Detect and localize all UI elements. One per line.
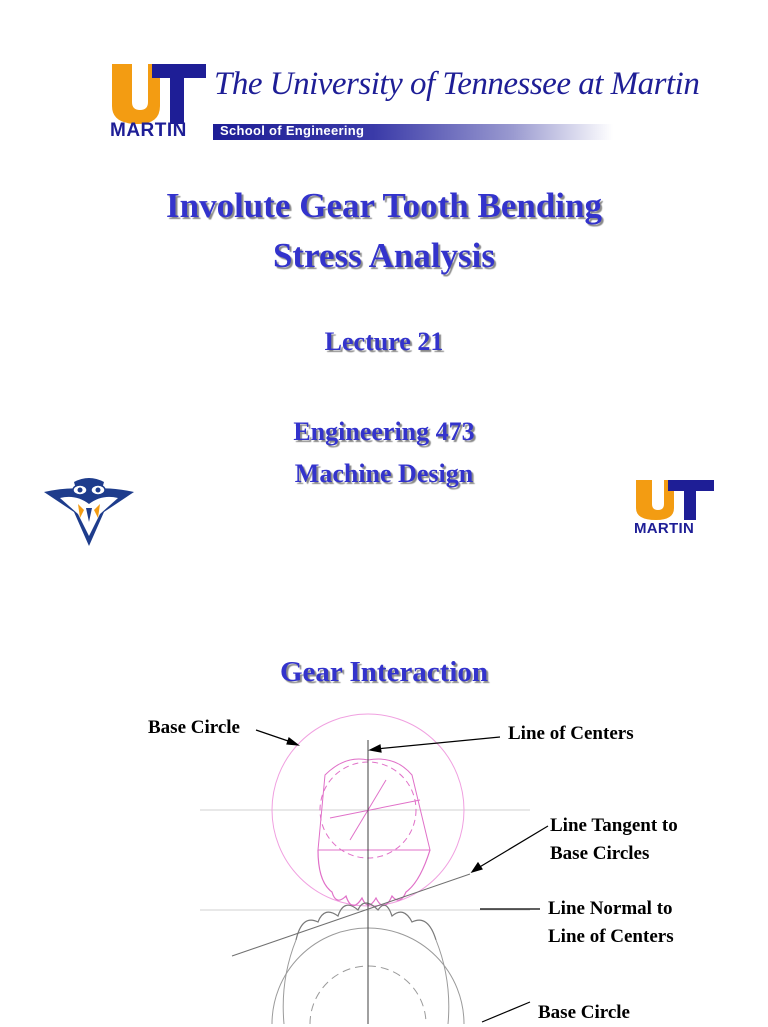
label-line-tangent-line2: Base Circles [550, 843, 650, 864]
lower-gear-teeth [296, 903, 436, 940]
school-banner [213, 124, 613, 140]
line-tangent-to-base-circles [232, 874, 470, 956]
university-header [110, 58, 700, 146]
label-base-circle-top: Base Circle [148, 717, 240, 738]
title-line-2: Stress Analysis [272, 236, 496, 275]
label-line-tangent-line1: Line Tangent to [550, 815, 678, 836]
course-name: Machine Design [294, 459, 474, 488]
arrow-line-of-centers [376, 737, 500, 749]
title-line-1: Involute Gear Tooth Bending [166, 186, 602, 225]
upper-gear-radius-line [330, 800, 420, 818]
label-base-circle-bottom: Base Circle [538, 1002, 630, 1023]
section-title: Gear Interaction [279, 656, 489, 688]
label-line-normal-line1: Line Normal to [548, 898, 673, 919]
ut-logo-icon [110, 62, 206, 128]
logo-martin-small-text: MARTIN [634, 520, 695, 537]
logo-martin-text: MARTIN [110, 120, 187, 141]
lecture-number: Lecture 21 [324, 327, 444, 356]
course-number: Engineering 473 [293, 417, 475, 446]
label-line-tangent [550, 812, 678, 868]
label-line-normal-line2: Line of Centers [548, 926, 674, 947]
skyhawk-mascot-icon [42, 474, 136, 548]
arrow-base-circle-bottom [482, 1002, 530, 1022]
university-name: The University of Tennessee at Martin [214, 66, 700, 102]
label-line-of-centers: Line of Centers [508, 723, 634, 744]
school-name: School of Engineering [220, 123, 365, 138]
upper-gear-hub-outline [318, 759, 430, 850]
arrow-line-tangent [478, 826, 548, 868]
upper-gear-teeth [318, 850, 430, 906]
label-line-normal [548, 895, 674, 951]
